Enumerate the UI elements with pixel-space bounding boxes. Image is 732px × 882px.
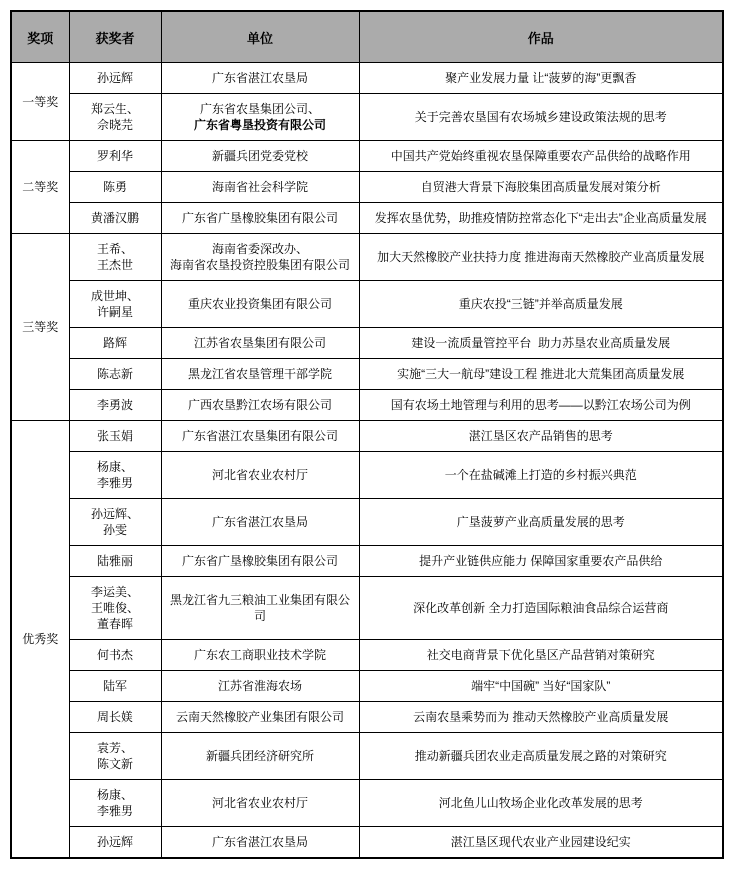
table-row: [11, 141, 723, 172]
header-row: [11, 11, 723, 63]
winner-name: 陆雅丽: [96, 554, 133, 568]
org-cell: [161, 671, 359, 702]
award-cell: 二等奖: [11, 141, 69, 234]
table-row: [11, 234, 723, 281]
winner-name: 周长媄: [96, 710, 133, 724]
winner-cell: [69, 780, 161, 827]
award-cell: 三等奖: [11, 234, 69, 421]
table-row: [11, 203, 723, 234]
winner-cell: [69, 359, 161, 390]
org-name: 广东省湛江农垦集团有限公司: [181, 429, 338, 443]
table-row: [11, 546, 723, 577]
winner-name: 何书杰: [96, 648, 133, 662]
org-name: 海南省农垦投资控股集团有限公司: [169, 258, 350, 272]
winner-name: 李雅男: [96, 804, 133, 818]
work-cell: 自贸港大背景下海胶集团高质量发展对策分析: [359, 172, 723, 203]
work-cell: 关于完善农垦国有农场城乡建设政策法规的思考: [359, 94, 723, 141]
winner-name: 李勇波: [96, 398, 133, 412]
org-name: 广东省湛江农垦局: [211, 515, 308, 529]
winner-cell: [69, 827, 161, 859]
table-row: [11, 63, 723, 94]
org-cell: [161, 421, 359, 452]
winner-name: 李运美、: [90, 585, 139, 599]
table-header: [11, 11, 723, 63]
table-row: [11, 281, 723, 328]
work-cell: 湛江垦区农产品销售的思考: [359, 421, 723, 452]
winner-cell: [69, 281, 161, 328]
winner-cell: [69, 63, 161, 94]
org-name: 广东省广垦橡胶集团有限公司: [181, 554, 338, 568]
table-row: [11, 671, 723, 702]
org-cell: [161, 702, 359, 733]
award-cell: 优秀奖: [11, 421, 69, 859]
work-cell: 发挥农垦优势，助推疫情防控常态化下“走出去”企业高质量发展: [359, 203, 723, 234]
winner-name: 王杰世: [96, 258, 133, 272]
winner-cell: [69, 546, 161, 577]
winner-cell: [69, 577, 161, 640]
org-name: 海南省委深改办、: [211, 242, 308, 256]
table-row: [11, 640, 723, 671]
winner-name: 李雅男: [96, 476, 133, 490]
table-row: [11, 733, 723, 780]
winner-name: 路辉: [102, 336, 127, 350]
work-cell: 建设一流质量管控平台 助力苏垦农业高质量发展: [359, 328, 723, 359]
org-name: 江苏省农垦集团有限公司: [193, 336, 326, 350]
table-row: [11, 499, 723, 546]
table-row: [11, 172, 723, 203]
org-name: 广东省农垦集团公司、: [199, 102, 320, 116]
work-cell: 提升产业链供应能力 保障国家重要农产品供给: [359, 546, 723, 577]
winner-name: 罗利华: [96, 149, 133, 163]
winner-name: 张玉娟: [96, 429, 133, 443]
winner-name: 陈志新: [96, 367, 133, 381]
table-row: [11, 452, 723, 499]
org-cell: [161, 328, 359, 359]
org-cell: [161, 827, 359, 859]
winner-name: 孙远辉: [96, 835, 133, 849]
org-name: 广东省粤垦投资有限公司: [193, 118, 326, 132]
winner-cell: [69, 452, 161, 499]
winner-cell: [69, 733, 161, 780]
table-row: [11, 390, 723, 421]
winner-name: 郑云生、: [90, 102, 139, 116]
winner-cell: [69, 499, 161, 546]
org-cell: [161, 63, 359, 94]
winner-cell: [69, 203, 161, 234]
header-org: 单位: [161, 11, 359, 63]
winner-name: 孙远辉、: [90, 507, 139, 521]
work-cell: 云南农垦乘势而为 推动天然橡胶产业高质量发展: [359, 702, 723, 733]
org-cell: [161, 577, 359, 640]
winner-cell: [69, 702, 161, 733]
org-cell: [161, 359, 359, 390]
winner-name: 杨康、: [96, 460, 133, 474]
org-cell: [161, 452, 359, 499]
winner-name: 袁芳、: [96, 741, 133, 755]
org-name: 广东省湛江农垦局: [211, 71, 308, 85]
work-cell: 社交电商背景下优化垦区产品营销对策研究: [359, 640, 723, 671]
org-name: 云南天然橡胶产业集团有限公司: [175, 710, 344, 724]
winner-cell: [69, 640, 161, 671]
org-name: 广东农工商职业技术学院: [193, 648, 326, 662]
work-cell: 推动新疆兵团农业走高质量发展之路的对策研究: [359, 733, 723, 780]
org-cell: [161, 281, 359, 328]
org-name: 黑龙江省九三粮油工业集团有限公司: [169, 593, 350, 623]
org-name: 河北省农业农村厅: [211, 468, 308, 482]
winner-name: 孙雯: [102, 523, 127, 537]
winner-cell: [69, 94, 161, 141]
org-cell: [161, 141, 359, 172]
table-body: [11, 63, 723, 859]
table-row: [11, 94, 723, 141]
awards-table: [10, 10, 724, 859]
winner-name: 黄潘汉鹏: [90, 211, 139, 225]
work-cell: 湛江垦区现代农业产业园建设纪实: [359, 827, 723, 859]
header-award: 奖项: [11, 11, 69, 63]
org-cell: [161, 234, 359, 281]
org-cell: [161, 546, 359, 577]
header-work: 作品: [359, 11, 723, 63]
org-cell: [161, 640, 359, 671]
table-row: [11, 359, 723, 390]
winner-name: 陈勇: [102, 180, 127, 194]
work-cell: 国有农场土地管理与利用的思考——以黔江农场公司为例: [359, 390, 723, 421]
winner-name: 孙远辉: [96, 71, 133, 85]
org-cell: [161, 203, 359, 234]
winner-name: 王希、: [96, 242, 133, 256]
org-cell: [161, 780, 359, 827]
winner-cell: [69, 390, 161, 421]
table-row: [11, 328, 723, 359]
org-name: 河北省农业农村厅: [211, 796, 308, 810]
winner-cell: [69, 421, 161, 452]
org-cell: [161, 94, 359, 141]
org-name: 黑龙江省农垦管理干部学院: [187, 367, 332, 381]
header-winner: 获奖者: [69, 11, 161, 63]
winner-name: 许嗣星: [96, 305, 133, 319]
award-cell: 一等奖: [11, 63, 69, 141]
work-cell: 实施“三大一航母”建设工程 推进北大荒集团高质量发展: [359, 359, 723, 390]
org-cell: [161, 499, 359, 546]
winner-name: 陆军: [102, 679, 127, 693]
work-cell: 广垦菠萝产业高质量发展的思考: [359, 499, 723, 546]
winner-name: 杨康、: [96, 788, 133, 802]
winner-cell: [69, 234, 161, 281]
org-name: 广东省湛江农垦局: [211, 835, 308, 849]
work-cell: 加大天然橡胶产业扶持力度 推进海南天然橡胶产业高质量发展: [359, 234, 723, 281]
work-cell: 重庆农投“三链”并举高质量发展: [359, 281, 723, 328]
org-name: 海南省社会科学院: [211, 180, 308, 194]
org-name: 广东省广垦橡胶集团有限公司: [181, 211, 338, 225]
work-cell: 聚产业发展力量 让“菠萝的海”更飘香: [359, 63, 723, 94]
table-row: [11, 577, 723, 640]
winner-cell: [69, 671, 161, 702]
winner-name: 董春晖: [96, 617, 133, 631]
winner-name: 陈文新: [96, 757, 133, 771]
org-name: 新疆兵团经济研究所: [205, 749, 314, 763]
work-cell: 一个在盐碱滩上打造的乡村振兴典范: [359, 452, 723, 499]
table-row: [11, 702, 723, 733]
work-cell: 深化改革创新 全力打造国际粮油食品综合运营商: [359, 577, 723, 640]
org-name: 江苏省淮海农场: [217, 679, 302, 693]
winner-cell: [69, 172, 161, 203]
table-row: [11, 827, 723, 859]
org-cell: [161, 172, 359, 203]
winner-name: 佘晓芫: [96, 118, 133, 132]
work-cell: 中国共产党始终重视农垦保障重要农产品供给的战略作用: [359, 141, 723, 172]
winner-name: 王唯俊、: [90, 601, 139, 615]
winner-cell: [69, 141, 161, 172]
org-cell: [161, 390, 359, 421]
org-name: 新疆兵团党委党校: [211, 149, 308, 163]
org-name: 广西农垦黔江农场有限公司: [187, 398, 332, 412]
org-cell: [161, 733, 359, 780]
work-cell: 河北鱼儿山牧场企业化改革发展的思考: [359, 780, 723, 827]
table-row: [11, 780, 723, 827]
winner-cell: [69, 328, 161, 359]
table-row: [11, 421, 723, 452]
org-name: 重庆农业投资集团有限公司: [187, 297, 332, 311]
work-cell: 端牢“中国碗” 当好“国家队”: [359, 671, 723, 702]
winner-name: 成世坤、: [90, 289, 139, 303]
